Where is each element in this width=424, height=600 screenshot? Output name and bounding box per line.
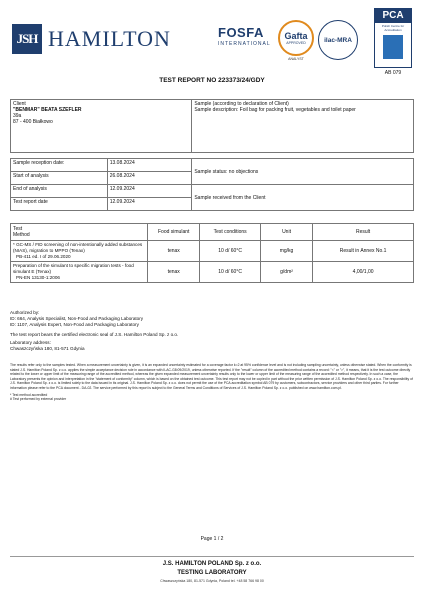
client-address-line2: 87 - 400 Białkowo	[13, 119, 53, 125]
sample-description: Sample description: Foil bag for packing fruit, vegetables and toilet paper	[194, 107, 356, 113]
test-cell	[11, 241, 148, 262]
results-header-simulant: Food simulant	[148, 224, 200, 241]
lab-address: Chwaszczyńska 180, 81-571 Gdynia	[10, 346, 85, 351]
gafta-title: Gafta	[284, 31, 308, 41]
unit-cell: mg/kg	[260, 241, 312, 262]
info-row-label: Start of analysis	[11, 172, 108, 185]
results-header-result: Result	[313, 224, 414, 241]
table-row	[11, 262, 414, 283]
footer-company: J.S. HAMILTON POLAND Sp. z o.o.	[162, 561, 262, 567]
pca-title: PCA	[375, 9, 411, 23]
authorizer-1: ID: 664, Analysis Specialist, Non-Food and Packaging Laboratory	[10, 316, 144, 321]
unit-cell: g/dm²	[260, 262, 312, 283]
jsh-logo-mark: JSH	[12, 24, 42, 54]
footer-address: Chwaszczyńska 180, 81-571 Gdynia, Poland tel. +48 58 766 98 00	[160, 579, 264, 583]
client-name: "BENMAR" BEATA SZEFLER	[13, 107, 82, 113]
pca-mark-icon	[383, 35, 403, 59]
authorized-by-label: Authorized by:	[10, 310, 40, 315]
fosfa-subtitle: INTERNATIONAL	[218, 41, 271, 47]
ilac-mra-text: ilac-MRA	[324, 36, 352, 44]
client-table	[10, 99, 414, 153]
dates-table	[10, 158, 414, 211]
info-row-label: Test report date	[11, 198, 108, 211]
result-cell: 4,00/1,00	[313, 262, 414, 283]
info-row-label: Sample reception date:	[11, 159, 108, 172]
results-header-unit: Unit	[260, 224, 312, 241]
test-method: PN-EN 13130-1:2006	[16, 275, 60, 280]
sample-cell	[192, 100, 414, 153]
simulant-cell: tenax	[148, 262, 200, 283]
info-row-value: 12.09.2024	[107, 198, 192, 211]
client-address-line1: 39a	[13, 113, 22, 119]
gafta-logo	[278, 20, 314, 56]
gafta-subtitle: APPROVED	[286, 41, 306, 45]
hamilton-logo	[12, 22, 172, 56]
pca-subtitle: Polish Centre for Accreditation	[381, 24, 405, 32]
test-cell	[11, 262, 148, 283]
results-table	[10, 223, 414, 283]
table-row	[11, 241, 414, 262]
fosfa-title: FOSFA	[218, 25, 264, 40]
page-number: Page 1 / 2	[200, 536, 224, 542]
client-label: Client	[13, 101, 26, 107]
lab-address-label: Laboratory address:	[10, 340, 51, 345]
pca-accreditation-logo	[374, 8, 412, 68]
sample-status: Sample status: no objections	[192, 159, 414, 185]
conditions-cell: 10 d/ 60°C	[200, 241, 260, 262]
test-name: Preparation of the simulant to specific migration tests - food simulant E (Tenax)	[13, 263, 134, 274]
note-accredited: * Test method accredited	[10, 392, 48, 397]
sample-label: Sample (according to declaration of Client)	[194, 101, 289, 107]
test-name: * GC-MS / FID screening of non-intentionally added substances (NIAS), migration to MPPO (Tenax)	[13, 242, 143, 253]
footer-divider	[10, 556, 414, 557]
test-method: PB-411 ed. I of 29.06.2020	[16, 254, 71, 259]
gafta-caption: ANALYST	[288, 57, 304, 61]
authorization-block	[10, 310, 414, 352]
report-title: TEST REPORT NO 223373/24/GDY	[159, 77, 265, 84]
ilac-mra-logo	[318, 20, 358, 60]
disclaimer-block	[10, 363, 414, 402]
results-header-test: Test Method	[11, 224, 148, 241]
info-row-value: 13.08.2024	[107, 159, 192, 172]
disclaimer-paragraph: The results refer only to the samples tested. When a measurement uncertainty is given, it is an expanded uncertainty estimated for a coverage factor k=2 at 95% confidence level and is not including sampling uncertainty, unless otherwise stated. When the conformity is stated J.S. Hamilton Poland Sp. z o.o. applies the simple acceptance decision rule in accordance with ILAC-G8:09/2019, unless otherwise reported. If the "result" column of the accredited method contains a record: "<" or ">", it means, that it is the test outcome directly related to the lower or upper limit of the measuring range of the accredited method, whereas the given expanded measurement uncertainty results only to the lower or upper limit of the measuring range of the accredited method respectively. In such a case, the Laboratory presents the opinion and interpretation in the "statement of conformity" column, which is based on the obtained test outcome. This test report may not be copied in part without the prior written permission of J.S. Hamilton Poland Sp. z o.o. The responsibility of J.S. Hamilton Poland Sp. z o.o. is limited solely to the data issued in its original. J.S. Hamilton Poland Sp. z o.o. does not permit the use of the PCA accreditation symbol AB 079 by customers, subcontractors, service providers and other third parties. For further information please refer to the PCA document - DA-02. The service performed by this report is subject to the General Terms and Conditions of Services of J.S. Hamilton Poland Sp. z o.o. published on www.hamilton.com.pl.	[10, 363, 413, 390]
info-row-label: End of analysis	[11, 185, 108, 198]
results-header-conditions: Test conditions	[200, 224, 260, 241]
seal-statement: The test report bears the certified electronic seal of J.S. Hamilton Poland Sp. z o.o.	[10, 332, 179, 337]
result-cell: Result in Annex No.1	[313, 241, 414, 262]
sample-received: Sample received from the Client	[192, 185, 414, 211]
simulant-cell: tenax	[148, 241, 200, 262]
footer-lab: TESTING LABORATORY	[177, 570, 247, 576]
note-external: # Test performed by external provider	[10, 397, 67, 402]
authorizer-2: ID: 1107, Analysis Expert, Non-Food and Packaging Laboratory	[10, 322, 139, 327]
fosfa-logo	[218, 26, 274, 52]
pca-code: AB 079	[384, 70, 402, 76]
info-row-value: 26.08.2024	[107, 172, 192, 185]
info-row-value: 12.09.2024	[107, 185, 192, 198]
conditions-cell: 10 d/ 60°C	[200, 262, 260, 283]
hamilton-logo-text: HAMILTON	[48, 26, 171, 51]
client-cell	[11, 100, 192, 153]
